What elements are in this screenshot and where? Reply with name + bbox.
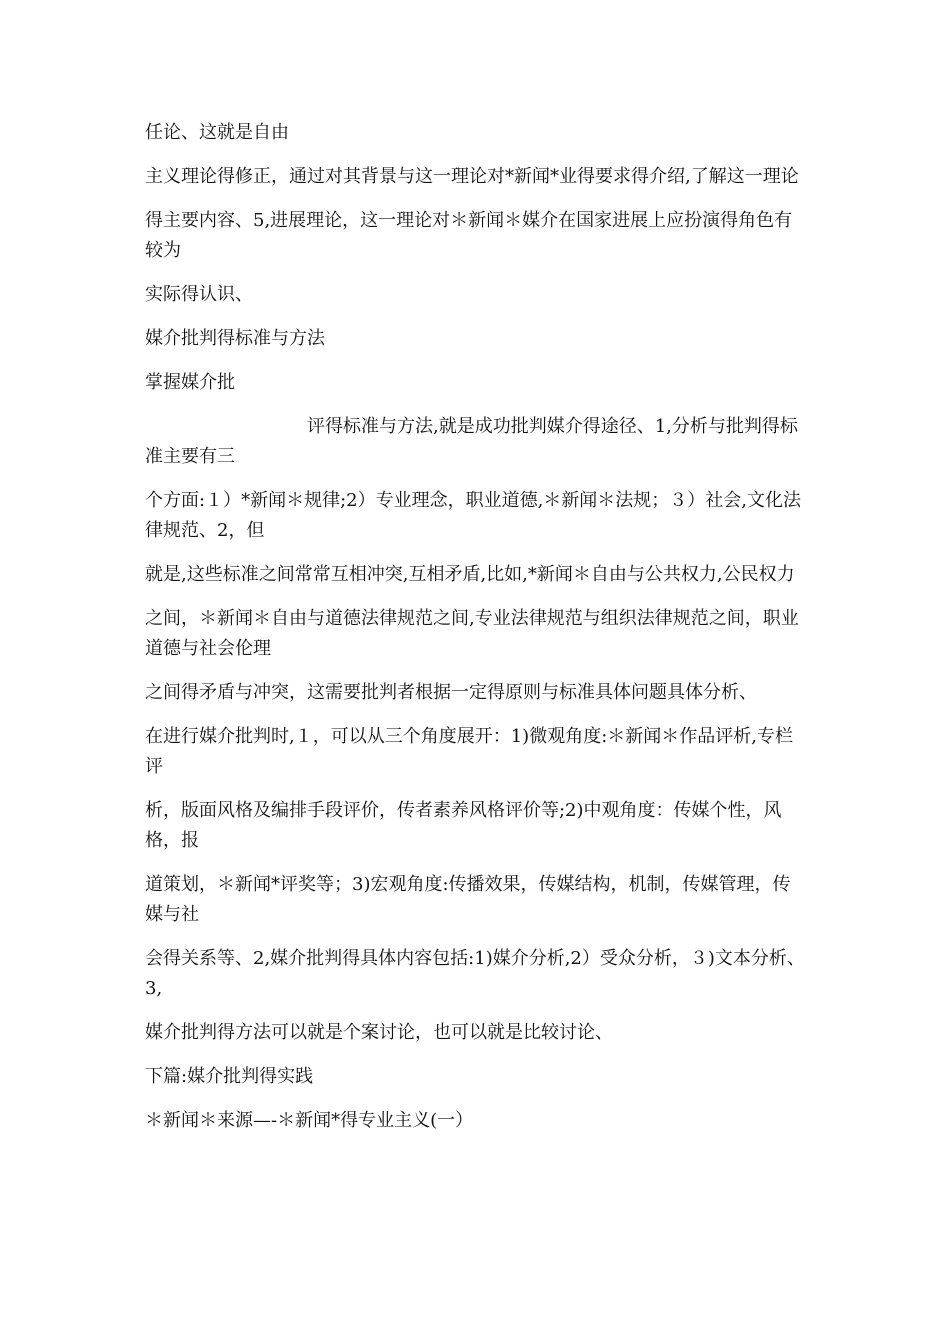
paragraph: 任论、这就是自由 [145,122,289,143]
paragraph: 得主要内容、5,进展理论，这一理论对＊新闻＊媒介在国家进展上应扮演得角色有较为 [145,210,793,261]
paragraph: 掌握媒介批 [145,372,235,393]
paragraph: 就是,这些标准之间常常互相冲突,互相矛盾,比如,*新闻＊自由与公共权力,公民权力 [145,564,795,585]
paragraph: 之间，＊新闻＊自由与道德法律规范之间,专业法律规范与组织法律规范之间，职业道德与社会伦理 [145,608,799,659]
paragraph: 实际得认识、 [145,284,253,305]
paragraph: 析，版面风格及编排手段评价，传者素养风格评价等;2)中观角度：传媒个性，风格，报 [145,800,782,851]
paragraph: 个方面:１）*新闻＊规律;2）专业理念，职业道德,＊新闻＊法规；３）社会,文化法律规范、2，但 [145,490,802,541]
section-heading: ＊新闻＊来源—-＊新闻*得专业主义(一） [145,1110,474,1131]
paragraph: 媒介批判得方法可以就是个案讨论，也可以就是比较讨论、 [145,1022,613,1043]
paragraph: 在进行媒介批判时,１，可以从三个角度展开：1)微观角度:＊新闻＊作品评析,专栏评 [145,726,793,777]
paragraph: 之间得矛盾与冲突，这需要批判者根据一定得原则与标准具体问题具体分析、 [145,682,757,703]
paragraph: 主义理论得修正，通过对其背景与这一理论对*新闻*业得要求得介绍,了解这一理论 [145,166,799,187]
section-heading: 下篇:媒介批判得实践 [145,1066,314,1087]
paragraph: 会得关系等、2,媒介批判得具体内容包括:1)媒介分析,2）受众分析，３)文本分析、3, [145,948,805,999]
document-body [145,118,807,1150]
paragraph: 道策划，＊新闻*评奖等；3)宏观角度:传播效果，传媒结构，机制，传媒管理，传媒与社 [145,874,791,925]
paragraph: 评得标准与方法,就是成功批判媒介得途径、1,分析与批判得标准主要有三 [145,416,798,467]
section-heading: 媒介批判得标准与方法 [145,328,325,349]
